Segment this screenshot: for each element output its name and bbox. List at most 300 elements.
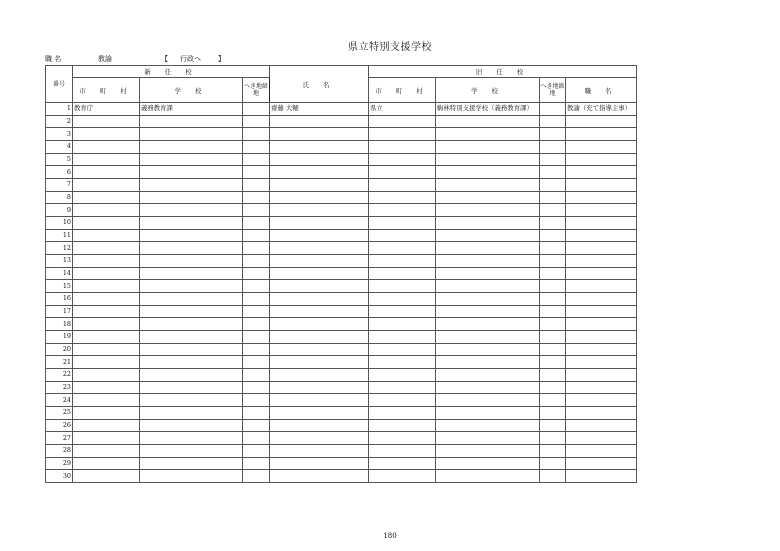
row-number: 7 (46, 179, 73, 192)
job-title-cell (566, 229, 637, 242)
old-city-cell (369, 217, 436, 230)
old-remote-cell (540, 305, 566, 318)
name-cell: 齋藤 大輔 (270, 103, 369, 116)
new-school-cell (140, 432, 243, 445)
job-title-cell (566, 179, 637, 192)
header-job-title: 職 名 (566, 78, 637, 103)
name-cell (270, 470, 369, 483)
old-city-cell (369, 191, 436, 204)
old-city-cell (369, 255, 436, 268)
row-number: 8 (46, 191, 73, 204)
old-school-cell (436, 407, 540, 420)
new-school-cell (140, 293, 243, 306)
new-city-cell (73, 432, 140, 445)
job-title-cell (566, 457, 637, 470)
personnel-table (45, 65, 637, 483)
old-school-cell (436, 267, 540, 280)
old-remote-cell (540, 217, 566, 230)
table-row (46, 204, 637, 217)
job-title-cell (566, 318, 637, 331)
table-row (46, 381, 637, 394)
new-city-cell (73, 115, 140, 128)
job-title-cell (566, 369, 637, 382)
table-row (46, 229, 637, 242)
new-city-cell (73, 369, 140, 382)
job-title-cell (566, 293, 637, 306)
old-school-cell (436, 457, 540, 470)
table-row (46, 179, 637, 192)
new-school-cell (140, 407, 243, 420)
new-city-cell: 教育庁 (73, 103, 140, 116)
new-school-cell (140, 115, 243, 128)
table-row (46, 115, 637, 128)
name-cell (270, 280, 369, 293)
row-number: 25 (46, 407, 73, 420)
new-remote-cell (243, 255, 270, 268)
new-remote-cell (243, 369, 270, 382)
new-school-cell (140, 445, 243, 458)
old-city-cell (369, 204, 436, 217)
name-cell (270, 419, 369, 432)
job-title-cell (566, 267, 637, 280)
old-city-cell (369, 419, 436, 432)
old-school-cell (436, 179, 540, 192)
old-remote-cell (540, 470, 566, 483)
new-remote-cell (243, 229, 270, 242)
name-cell (270, 229, 369, 242)
old-school-cell (436, 381, 540, 394)
new-remote-cell (243, 280, 270, 293)
old-city-cell (369, 115, 436, 128)
table-row (46, 470, 637, 483)
new-remote-cell (243, 457, 270, 470)
header-old-city: 市 町 村 (369, 78, 436, 103)
new-school-cell (140, 166, 243, 179)
table-row (46, 267, 637, 280)
new-city-cell (73, 217, 140, 230)
table-row (46, 128, 637, 141)
old-city-cell (369, 445, 436, 458)
job-title-cell (566, 153, 637, 166)
row-number: 22 (46, 369, 73, 382)
table-row (46, 255, 637, 268)
table-row (46, 331, 637, 344)
row-number: 16 (46, 293, 73, 306)
row-number: 10 (46, 217, 73, 230)
new-school-cell (140, 419, 243, 432)
new-school-cell: 義務教育課 (140, 103, 243, 116)
name-cell (270, 242, 369, 255)
job-title-cell (566, 470, 637, 483)
row-number: 23 (46, 381, 73, 394)
new-school-cell (140, 229, 243, 242)
old-school-cell (436, 356, 540, 369)
table-row (46, 457, 637, 470)
row-number: 20 (46, 343, 73, 356)
new-city-cell (73, 394, 140, 407)
job-title-cell (566, 217, 637, 230)
header-number: 番号 (46, 66, 73, 103)
new-city-cell (73, 267, 140, 280)
header-name: 氏 名 (270, 66, 369, 103)
new-school-cell (140, 343, 243, 356)
table-row (46, 407, 637, 420)
old-school-cell (436, 153, 540, 166)
header-new-post: 新 任 校 (73, 66, 270, 78)
old-remote-cell (540, 445, 566, 458)
old-school-cell (436, 191, 540, 204)
new-remote-cell (243, 445, 270, 458)
old-city-cell (369, 369, 436, 382)
table-row (46, 293, 637, 306)
new-remote-cell (243, 407, 270, 420)
old-school-cell (436, 128, 540, 141)
table-row (46, 103, 637, 116)
row-number: 29 (46, 457, 73, 470)
name-cell (270, 381, 369, 394)
new-school-cell (140, 191, 243, 204)
new-remote-cell (243, 267, 270, 280)
old-school-cell (436, 343, 540, 356)
table-row (46, 280, 637, 293)
old-remote-cell (540, 255, 566, 268)
table-row (46, 217, 637, 230)
bracket-open: 【 (161, 55, 168, 63)
new-remote-cell (243, 179, 270, 192)
row-number: 19 (46, 331, 73, 344)
row-number: 15 (46, 280, 73, 293)
job-title-cell: 教諭（充て指導主事） (566, 103, 637, 116)
name-cell (270, 407, 369, 420)
old-city-cell (369, 331, 436, 344)
old-city-cell (369, 267, 436, 280)
old-school-cell (436, 280, 540, 293)
new-remote-cell (243, 242, 270, 255)
old-city-cell (369, 318, 436, 331)
old-city-cell (369, 179, 436, 192)
row-number: 13 (46, 255, 73, 268)
role-value: 教諭 (98, 55, 112, 63)
job-title-cell (566, 255, 637, 268)
table-row (46, 419, 637, 432)
row-number: 26 (46, 419, 73, 432)
table-row (46, 356, 637, 369)
job-title-cell (566, 242, 637, 255)
old-remote-cell (540, 179, 566, 192)
old-school-cell (436, 369, 540, 382)
old-remote-cell (540, 331, 566, 344)
old-remote-cell (540, 280, 566, 293)
old-city-cell (369, 280, 436, 293)
old-remote-cell (540, 318, 566, 331)
row-number: 18 (46, 318, 73, 331)
job-title-cell (566, 141, 637, 154)
row-number: 5 (46, 153, 73, 166)
row-number: 12 (46, 242, 73, 255)
old-remote-cell (540, 204, 566, 217)
job-title-cell (566, 128, 637, 141)
old-remote-cell (540, 267, 566, 280)
row-number: 6 (46, 166, 73, 179)
row-number: 4 (46, 141, 73, 154)
header-remote: へき地級地 (243, 78, 270, 103)
row-number: 9 (46, 204, 73, 217)
row-number: 14 (46, 267, 73, 280)
new-remote-cell (243, 470, 270, 483)
job-title-cell (566, 166, 637, 179)
name-cell (270, 128, 369, 141)
table-row (46, 242, 637, 255)
old-city-cell (369, 128, 436, 141)
job-title-cell (566, 419, 637, 432)
new-city-cell (73, 331, 140, 344)
old-school-cell (436, 255, 540, 268)
old-city-cell (369, 229, 436, 242)
bracket-text: 行政へ (180, 55, 201, 63)
job-title-cell (566, 445, 637, 458)
new-city-cell (73, 153, 140, 166)
new-city-cell (73, 318, 140, 331)
new-city-cell (73, 191, 140, 204)
job-title-cell (566, 331, 637, 344)
table-row (46, 318, 637, 331)
new-city-cell (73, 445, 140, 458)
new-remote-cell (243, 217, 270, 230)
row-number: 28 (46, 445, 73, 458)
old-remote-cell (540, 242, 566, 255)
old-school-cell (436, 141, 540, 154)
old-school-cell (436, 305, 540, 318)
old-school-cell: 駒林特別支援学校（義務教育課） (436, 103, 540, 116)
name-cell (270, 356, 369, 369)
new-school-cell (140, 141, 243, 154)
job-title-cell (566, 381, 637, 394)
job-title-cell (566, 280, 637, 293)
header-school: 学 校 (140, 78, 243, 103)
old-remote-cell (540, 293, 566, 306)
header-city: 市 町 村 (73, 78, 140, 103)
old-school-cell (436, 419, 540, 432)
page-number: 180 (383, 532, 397, 540)
new-city-cell (73, 343, 140, 356)
new-school-cell (140, 267, 243, 280)
new-school-cell (140, 318, 243, 331)
old-remote-cell (540, 457, 566, 470)
table-row (46, 153, 637, 166)
header-old-school: 学 校 (436, 78, 540, 103)
new-city-cell (73, 141, 140, 154)
old-school-cell (436, 115, 540, 128)
name-cell (270, 166, 369, 179)
old-city-cell (369, 305, 436, 318)
new-remote-cell (243, 153, 270, 166)
new-city-cell (73, 204, 140, 217)
new-remote-cell (243, 115, 270, 128)
old-remote-cell (540, 153, 566, 166)
row-number: 2 (46, 115, 73, 128)
job-title-cell (566, 305, 637, 318)
old-city-cell (369, 470, 436, 483)
new-city-cell (73, 255, 140, 268)
new-remote-cell (243, 356, 270, 369)
new-city-cell (73, 166, 140, 179)
old-city-cell (369, 457, 436, 470)
table-row (46, 191, 637, 204)
old-school-cell (436, 217, 540, 230)
name-cell (270, 305, 369, 318)
old-remote-cell (540, 419, 566, 432)
old-school-cell (436, 394, 540, 407)
new-remote-cell (243, 394, 270, 407)
old-school-cell (436, 432, 540, 445)
new-school-cell (140, 356, 243, 369)
new-city-cell (73, 179, 140, 192)
row-number: 11 (46, 229, 73, 242)
old-remote-cell (540, 128, 566, 141)
table-row (46, 166, 637, 179)
new-city-cell (73, 242, 140, 255)
old-remote-cell (540, 343, 566, 356)
name-cell (270, 179, 369, 192)
job-title-cell (566, 356, 637, 369)
new-city-cell (73, 457, 140, 470)
name-cell (270, 153, 369, 166)
job-title-cell (566, 394, 637, 407)
name-cell (270, 331, 369, 344)
new-remote-cell (243, 166, 270, 179)
new-city-cell (73, 280, 140, 293)
old-remote-cell (540, 191, 566, 204)
new-remote-cell (243, 419, 270, 432)
table-row (46, 305, 637, 318)
new-school-cell (140, 153, 243, 166)
new-city-cell (73, 229, 140, 242)
new-school-cell (140, 331, 243, 344)
old-city-cell (369, 381, 436, 394)
name-cell (270, 318, 369, 331)
new-city-cell (73, 381, 140, 394)
new-remote-cell (243, 191, 270, 204)
name-cell (270, 394, 369, 407)
new-remote-cell (243, 331, 270, 344)
new-city-cell (73, 407, 140, 420)
row-number: 24 (46, 394, 73, 407)
bracket-close: 】 (218, 55, 225, 63)
new-school-cell (140, 128, 243, 141)
new-school-cell (140, 381, 243, 394)
job-title-cell (566, 432, 637, 445)
old-remote-cell (540, 115, 566, 128)
name-cell (270, 369, 369, 382)
old-school-cell (436, 318, 540, 331)
new-city-cell (73, 419, 140, 432)
old-city-cell: 県立 (369, 103, 436, 116)
new-school-cell (140, 305, 243, 318)
role-label: 職 名 (45, 55, 62, 63)
new-school-cell (140, 394, 243, 407)
new-school-cell (140, 242, 243, 255)
name-cell (270, 267, 369, 280)
new-school-cell (140, 369, 243, 382)
new-city-cell (73, 293, 140, 306)
name-cell (270, 457, 369, 470)
old-city-cell (369, 407, 436, 420)
new-school-cell (140, 255, 243, 268)
table-row (46, 369, 637, 382)
old-city-cell (369, 153, 436, 166)
new-city-cell (73, 470, 140, 483)
name-cell (270, 191, 369, 204)
name-cell (270, 432, 369, 445)
name-cell (270, 204, 369, 217)
old-remote-cell (540, 229, 566, 242)
old-school-cell (436, 470, 540, 483)
new-remote-cell (243, 432, 270, 445)
job-title-cell (566, 191, 637, 204)
new-city-cell (73, 356, 140, 369)
old-remote-cell (540, 369, 566, 382)
table-row (46, 343, 637, 356)
old-school-cell (436, 204, 540, 217)
new-school-cell (140, 217, 243, 230)
old-school-cell (436, 293, 540, 306)
old-city-cell (369, 432, 436, 445)
old-school-cell (436, 166, 540, 179)
table-row (46, 141, 637, 154)
new-remote-cell (243, 293, 270, 306)
new-school-cell (140, 179, 243, 192)
new-school-cell (140, 470, 243, 483)
name-cell (270, 445, 369, 458)
old-remote-cell (540, 141, 566, 154)
new-remote-cell (243, 381, 270, 394)
new-remote-cell (243, 305, 270, 318)
old-city-cell (369, 356, 436, 369)
job-title-cell (566, 204, 637, 217)
new-remote-cell (243, 343, 270, 356)
old-remote-cell (540, 407, 566, 420)
old-remote-cell (540, 166, 566, 179)
old-school-cell (436, 445, 540, 458)
old-remote-cell (540, 394, 566, 407)
row-number: 3 (46, 128, 73, 141)
old-remote-cell (540, 356, 566, 369)
job-title-cell (566, 407, 637, 420)
old-school-cell (436, 331, 540, 344)
row-number: 21 (46, 356, 73, 369)
old-school-cell (436, 242, 540, 255)
name-cell (270, 343, 369, 356)
name-cell (270, 293, 369, 306)
new-remote-cell (243, 318, 270, 331)
new-city-cell (73, 305, 140, 318)
new-remote-cell (243, 128, 270, 141)
new-remote-cell (243, 103, 270, 116)
old-city-cell (369, 394, 436, 407)
old-city-cell (369, 293, 436, 306)
row-number: 30 (46, 470, 73, 483)
old-city-cell (369, 242, 436, 255)
row-number: 27 (46, 432, 73, 445)
header-old-post: 旧 任 校 (369, 66, 637, 78)
new-school-cell (140, 457, 243, 470)
new-school-cell (140, 280, 243, 293)
old-remote-cell (540, 381, 566, 394)
new-school-cell (140, 204, 243, 217)
old-city-cell (369, 166, 436, 179)
new-remote-cell (243, 204, 270, 217)
name-cell (270, 141, 369, 154)
